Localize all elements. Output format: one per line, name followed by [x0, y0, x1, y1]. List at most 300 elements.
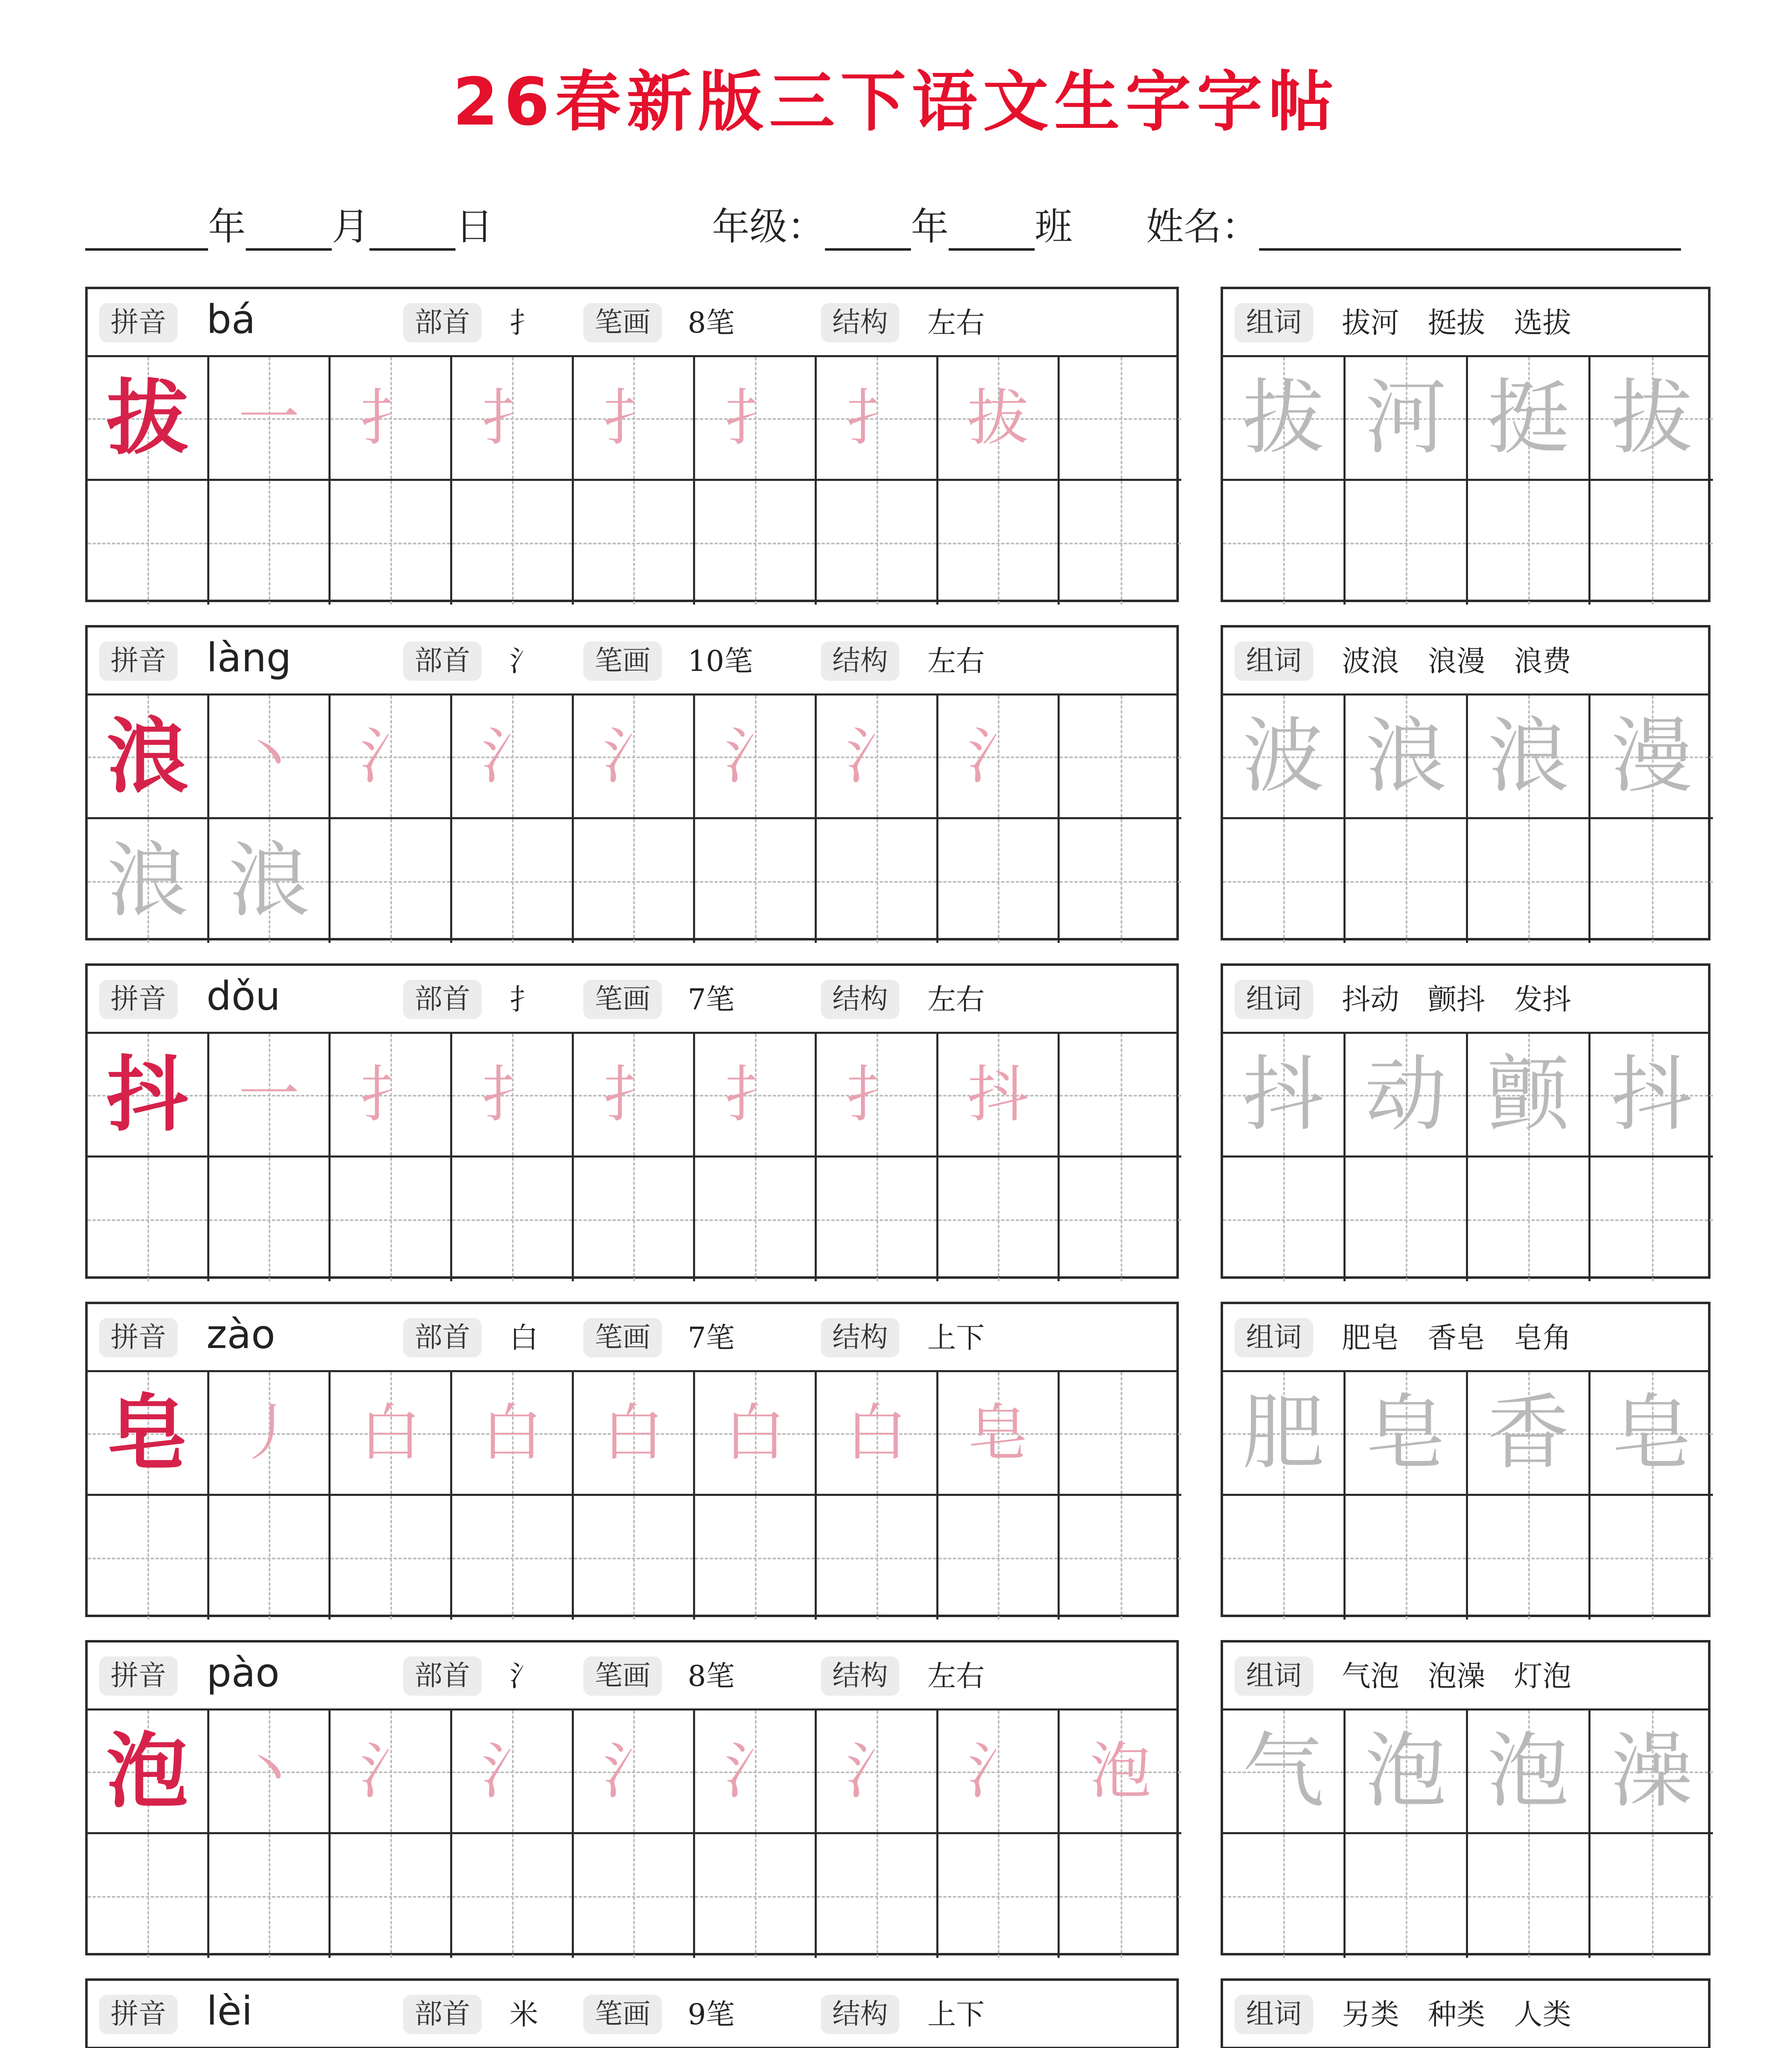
stroke-order-step — [331, 1034, 450, 1155]
word-cell[interactable] — [1223, 1158, 1346, 1281]
structure-value: 上下 — [927, 1321, 985, 1355]
word-trace-character: 澡 — [1611, 1723, 1693, 1819]
writing-cell[interactable] — [452, 1710, 574, 1834]
stroke-order-step — [209, 696, 329, 817]
word-cell[interactable] — [1223, 1710, 1346, 1834]
word-trace-character: 河 — [1364, 370, 1447, 466]
writing-grid — [88, 1710, 1176, 1953]
writing-cell[interactable] — [331, 696, 452, 819]
word-cell[interactable] — [1468, 696, 1590, 819]
word-cell[interactable] — [1468, 1496, 1590, 1620]
writing-cell[interactable] — [331, 1710, 452, 1834]
stroke-step-glyph: 氵 — [724, 720, 786, 792]
class-blank[interactable] — [949, 207, 1035, 251]
word-cell[interactable] — [1346, 357, 1468, 481]
word-trace-character: 泡 — [1487, 1723, 1569, 1819]
word-cell[interactable] — [1223, 819, 1346, 943]
writing-cell[interactable] — [574, 1496, 696, 1620]
word-cell[interactable] — [1590, 357, 1713, 481]
writing-cell[interactable] — [817, 1034, 938, 1158]
words-value: 气泡 泡澡 灯泡 — [1342, 1659, 1571, 1693]
main-character: 拔 — [106, 369, 188, 466]
writing-cell[interactable] — [209, 1372, 331, 1496]
writing-cell[interactable] — [695, 1372, 817, 1496]
char-card-4 — [85, 1640, 1179, 1955]
word-cell[interactable] — [1223, 481, 1346, 605]
writing-cell[interactable] — [209, 1834, 331, 1958]
word-cell[interactable] — [1346, 696, 1468, 819]
stroke-order-step — [452, 1372, 572, 1494]
writing-cell[interactable] — [817, 481, 938, 605]
strokes-label: 笔画 — [583, 980, 662, 1019]
stroke-order-step — [817, 357, 936, 479]
word-cell[interactable] — [1468, 481, 1590, 605]
pinyin-value: dǒu — [206, 973, 281, 1019]
writing-cell[interactable] — [574, 1834, 696, 1958]
stroke-step-glyph: 氵 — [967, 1735, 1029, 1807]
stroke-step-glyph: 氵 — [481, 720, 543, 792]
pinyin-value: lèi — [206, 1988, 253, 2034]
char-card-2 — [85, 963, 1179, 1279]
word-cell[interactable] — [1346, 1372, 1468, 1496]
radical-value: 扌 — [510, 306, 538, 340]
word-grid — [1223, 696, 1708, 938]
writing-cell[interactable] — [331, 1496, 452, 1620]
word-cell[interactable] — [1223, 1034, 1346, 1158]
structure-value: 左右 — [927, 644, 985, 678]
writing-cell[interactable] — [452, 1372, 574, 1496]
word-card-4 — [1221, 1640, 1710, 1955]
structure-label: 结构 — [821, 1318, 899, 1357]
writing-cell[interactable] — [938, 819, 1060, 943]
stroke-order-step — [938, 1710, 1058, 1832]
word-card-0 — [1221, 287, 1710, 602]
stroke-order-step — [452, 1034, 572, 1155]
writing-cell[interactable] — [1060, 1158, 1181, 1281]
stroke-step-glyph: 扌 — [481, 1059, 543, 1130]
words-label: 组词 — [1235, 980, 1313, 1019]
writing-cell[interactable] — [574, 1158, 696, 1281]
words-value: 波浪 浪漫 浪费 — [1342, 644, 1571, 678]
stroke-order-step — [817, 1372, 936, 1494]
word-cell[interactable] — [1346, 819, 1468, 943]
writing-cell[interactable] — [817, 1834, 938, 1958]
strokes-value: 8笔 — [688, 1659, 735, 1693]
stroke-order-step — [1060, 1710, 1181, 1832]
stroke-step-glyph: 扌 — [845, 382, 907, 454]
word-grid — [1223, 1710, 1708, 1953]
writing-cell[interactable] — [209, 1158, 331, 1281]
stroke-step-glyph: 氵 — [967, 720, 1029, 792]
stroke-order-step — [574, 696, 693, 817]
radical-label: 部首 — [403, 1995, 482, 2034]
writing-cell[interactable] — [452, 1834, 574, 1958]
stroke-order-step — [331, 1710, 450, 1832]
writing-cell[interactable] — [574, 481, 696, 605]
writing-cell[interactable] — [1060, 696, 1181, 819]
writing-cell[interactable] — [452, 819, 574, 943]
writing-cell[interactable] — [452, 357, 574, 481]
writing-cell[interactable] — [938, 1372, 1060, 1496]
stroke-step-glyph: 白 — [481, 1397, 543, 1469]
trace-character: 浪 — [228, 833, 310, 929]
writing-cell[interactable] — [938, 1834, 1060, 1958]
writing-cell[interactable] — [938, 696, 1060, 819]
year-label: 年 — [208, 205, 246, 249]
class-label: 班 — [1035, 205, 1073, 249]
writing-cell[interactable] — [209, 1034, 331, 1158]
writing-cell[interactable] — [1060, 819, 1181, 943]
word-cell[interactable] — [1468, 1034, 1590, 1158]
word-cell[interactable] — [1590, 1372, 1713, 1496]
writing-cell[interactable] — [331, 357, 452, 481]
writing-cell[interactable] — [331, 1158, 452, 1281]
writing-cell[interactable] — [88, 696, 209, 819]
word-cell[interactable] — [1590, 1834, 1713, 1958]
radical-value: 扌 — [510, 983, 538, 1016]
word-trace-character: 抖 — [1611, 1047, 1693, 1142]
word-trace-character: 动 — [1364, 1047, 1447, 1142]
words-label: 组词 — [1235, 1656, 1313, 1696]
stroke-step-glyph: 白 — [724, 1397, 786, 1469]
writing-cell[interactable] — [817, 357, 938, 481]
word-cell[interactable] — [1468, 819, 1590, 943]
main-character: 抖 — [106, 1046, 188, 1143]
word-card-3 — [1221, 1302, 1710, 1617]
writing-cell[interactable] — [817, 1710, 938, 1834]
stroke-step-glyph: 氵 — [845, 720, 907, 792]
writing-cell[interactable] — [695, 696, 817, 819]
stroke-order-step — [695, 1372, 815, 1494]
strokes-value: 8笔 — [688, 306, 735, 340]
writing-cell[interactable] — [1060, 1710, 1181, 1834]
structure-label: 结构 — [821, 980, 899, 1019]
stroke-step-glyph: 泡 — [1090, 1735, 1151, 1807]
radical-label: 部首 — [403, 980, 482, 1019]
writing-cell[interactable] — [88, 357, 209, 481]
stroke-order-step — [452, 1710, 572, 1832]
stroke-step-glyph: 氵 — [724, 1735, 786, 1807]
word-cell[interactable] — [1468, 1710, 1590, 1834]
writing-cell[interactable] — [695, 1710, 817, 1834]
structure-value: 左右 — [927, 306, 985, 340]
words-value: 肥皂 香皂 皂角 — [1342, 1321, 1571, 1355]
writing-cell[interactable] — [452, 696, 574, 819]
char-card-header — [88, 628, 1176, 696]
writing-cell[interactable] — [695, 1496, 817, 1620]
writing-cell[interactable] — [938, 481, 1060, 605]
strokes-label: 笔画 — [583, 303, 662, 342]
writing-cell[interactable] — [331, 1034, 452, 1158]
writing-cell[interactable] — [331, 1834, 452, 1958]
word-cell[interactable] — [1590, 1034, 1713, 1158]
stroke-order-step — [695, 696, 815, 817]
radical-label: 部首 — [403, 1656, 482, 1696]
date-field[interactable] — [85, 197, 493, 251]
word-trace-character: 挺 — [1487, 370, 1569, 466]
stroke-step-glyph: 氵 — [845, 1735, 907, 1807]
writing-cell[interactable] — [209, 357, 331, 481]
word-cell[interactable] — [1590, 1710, 1713, 1834]
word-card-header — [1223, 289, 1708, 357]
stroke-step-glyph: 扌 — [360, 382, 421, 454]
structure-value: 左右 — [927, 1659, 985, 1693]
stroke-step-glyph: 氵 — [360, 1735, 421, 1807]
stroke-order-step — [452, 357, 572, 479]
stroke-order-step — [209, 1372, 329, 1494]
radical-label: 部首 — [403, 641, 482, 681]
stroke-step-glyph: 氵 — [481, 1735, 543, 1807]
name-label: 姓名： — [1146, 205, 1260, 249]
stroke-order-step — [209, 1710, 329, 1832]
stroke-step-glyph: 一 — [238, 1059, 300, 1130]
stroke-order-step — [695, 1034, 815, 1155]
student-info-row — [85, 197, 1715, 258]
word-cell[interactable] — [1223, 1834, 1346, 1958]
word-cell[interactable] — [1590, 1158, 1713, 1281]
stroke-step-glyph: 白 — [845, 1397, 907, 1469]
word-trace-character: 肥 — [1242, 1385, 1324, 1481]
radical-label: 部首 — [403, 303, 482, 342]
page-title: 26春新版三下语文生字字帖 — [453, 63, 1339, 140]
radical-value: 氵 — [510, 1659, 538, 1693]
stroke-order-step — [452, 696, 572, 817]
word-cell[interactable] — [1468, 1372, 1590, 1496]
structure-value: 左右 — [927, 983, 985, 1016]
name-field[interactable] — [1146, 197, 1681, 251]
writing-cell[interactable] — [1060, 357, 1181, 481]
writing-cell[interactable] — [574, 819, 696, 943]
writing-cell[interactable] — [88, 481, 209, 605]
year-blank[interactable] — [85, 207, 208, 251]
word-cell[interactable] — [1223, 1372, 1346, 1496]
writing-cell[interactable] — [331, 819, 452, 943]
writing-cell[interactable] — [695, 819, 817, 943]
stroke-order-step — [574, 357, 693, 479]
stroke-step-glyph: 丶 — [238, 720, 300, 792]
pinyin-label: 拼音 — [99, 980, 178, 1019]
word-trace-character: 气 — [1242, 1723, 1324, 1819]
word-cell[interactable] — [1346, 1034, 1468, 1158]
grade-label: 年级： — [712, 205, 825, 249]
strokes-value: 10笔 — [688, 644, 753, 678]
structure-label: 结构 — [821, 1656, 899, 1696]
word-trace-character: 浪 — [1364, 708, 1447, 804]
word-cell[interactable] — [1590, 481, 1713, 605]
writing-cell[interactable] — [574, 1710, 696, 1834]
writing-cell[interactable] — [695, 357, 817, 481]
word-cell[interactable] — [1590, 1496, 1713, 1620]
writing-cell[interactable] — [452, 1496, 574, 1620]
word-grid — [1223, 1372, 1708, 1615]
writing-cell[interactable] — [938, 357, 1060, 481]
writing-cell[interactable] — [331, 481, 452, 605]
writing-cell[interactable] — [1060, 1372, 1181, 1496]
writing-cell[interactable] — [817, 1496, 938, 1620]
word-card-header — [1223, 1304, 1708, 1372]
writing-cell[interactable] — [1060, 1834, 1181, 1958]
writing-cell[interactable] — [88, 1034, 209, 1158]
stroke-step-glyph: 扌 — [481, 382, 543, 454]
writing-cell[interactable] — [938, 1158, 1060, 1281]
char-card-0 — [85, 287, 1179, 602]
writing-cell[interactable] — [574, 1034, 696, 1158]
writing-cell[interactable] — [695, 1158, 817, 1281]
writing-cell[interactable] — [817, 696, 938, 819]
writing-cell[interactable] — [209, 819, 331, 943]
day-blank[interactable] — [369, 207, 455, 251]
char-card-header — [88, 966, 1176, 1034]
writing-cell[interactable] — [695, 1834, 817, 1958]
stroke-step-glyph: 丶 — [238, 1735, 300, 1807]
strokes-value: 7笔 — [688, 983, 735, 1016]
writing-cell[interactable] — [938, 1496, 1060, 1620]
writing-grid — [88, 1372, 1176, 1615]
writing-grid — [88, 357, 1176, 600]
stroke-step-glyph: 一 — [238, 382, 300, 454]
word-trace-character: 香 — [1487, 1385, 1569, 1481]
stroke-order-step — [817, 1710, 936, 1832]
stroke-step-glyph: 扌 — [603, 382, 664, 454]
grade-year-label: 年 — [911, 205, 949, 249]
stroke-order-step — [695, 1710, 815, 1832]
stroke-order-step — [938, 696, 1058, 817]
word-card-header — [1223, 1981, 1708, 2048]
strokes-label: 笔画 — [583, 641, 662, 681]
stroke-order-step — [331, 696, 450, 817]
main-character: 浪 — [106, 708, 188, 804]
word-card-2 — [1221, 963, 1710, 1279]
radical-label: 部首 — [403, 1318, 482, 1357]
word-cell[interactable] — [1468, 1158, 1590, 1281]
strokes-label: 笔画 — [583, 1656, 662, 1696]
stroke-step-glyph: 丿 — [238, 1397, 300, 1469]
word-trace-character: 皂 — [1611, 1385, 1693, 1481]
writing-cell[interactable] — [817, 1158, 938, 1281]
writing-cell[interactable] — [88, 1496, 209, 1620]
stroke-step-glyph: 皂 — [967, 1397, 1029, 1469]
stroke-order-step — [209, 357, 329, 479]
char-card-header — [88, 1304, 1176, 1372]
stroke-order-step — [938, 357, 1058, 479]
stroke-step-glyph: 氵 — [603, 720, 664, 792]
word-cell[interactable] — [1468, 1834, 1590, 1958]
word-cell[interactable] — [1346, 1834, 1468, 1958]
pinyin-value: bá — [206, 297, 256, 342]
writing-cell[interactable] — [88, 819, 209, 943]
word-cell[interactable] — [1346, 481, 1468, 605]
stroke-order-step — [331, 1372, 450, 1494]
stroke-step-glyph: 扌 — [603, 1059, 664, 1130]
word-trace-character: 波 — [1242, 708, 1324, 804]
stroke-step-glyph: 扌 — [845, 1059, 907, 1130]
writing-cell[interactable] — [817, 819, 938, 943]
word-card-header — [1223, 966, 1708, 1034]
month-label: 月 — [332, 205, 370, 249]
stroke-order-step — [817, 1034, 936, 1155]
stroke-step-glyph: 拔 — [967, 382, 1029, 454]
word-cell[interactable] — [1346, 1158, 1468, 1281]
stroke-order-step — [574, 1034, 693, 1155]
writing-cell[interactable] — [574, 696, 696, 819]
char-card-5 — [85, 1978, 1179, 2048]
writing-cell[interactable] — [695, 1034, 817, 1158]
writing-cell[interactable] — [938, 1710, 1060, 1834]
word-grid — [1223, 357, 1708, 600]
word-cell[interactable] — [1223, 1496, 1346, 1620]
writing-cell[interactable] — [88, 1158, 209, 1281]
writing-cell[interactable] — [452, 1158, 574, 1281]
writing-cell[interactable] — [1060, 481, 1181, 605]
writing-cell[interactable] — [574, 1372, 696, 1496]
word-trace-character: 浪 — [1487, 708, 1569, 804]
writing-cell[interactable] — [88, 1372, 209, 1496]
pinyin-value: pào — [206, 1650, 280, 1696]
word-cell[interactable] — [1223, 357, 1346, 481]
writing-cell[interactable] — [88, 1834, 209, 1958]
word-cell[interactable] — [1590, 696, 1713, 819]
writing-cell[interactable] — [1060, 1034, 1181, 1158]
words-label: 组词 — [1235, 641, 1313, 681]
words-label: 组词 — [1235, 303, 1313, 342]
structure-label: 结构 — [821, 303, 899, 342]
word-card-1 — [1221, 625, 1710, 940]
words-label: 组词 — [1235, 1995, 1313, 2034]
word-card-header — [1223, 628, 1708, 696]
trace-character: 浪 — [106, 833, 188, 929]
strokes-label: 笔画 — [583, 1995, 662, 2034]
radical-value: 氵 — [510, 644, 538, 678]
pinyin-label: 拼音 — [99, 1656, 178, 1696]
writing-cell[interactable] — [452, 1034, 574, 1158]
pinyin-value: làng — [206, 635, 292, 681]
structure-label: 结构 — [821, 1995, 899, 2034]
word-trace-character: 颤 — [1487, 1047, 1569, 1142]
word-cell[interactable] — [1468, 357, 1590, 481]
pinyin-value: zào — [206, 1312, 275, 1357]
word-card-5 — [1221, 1978, 1710, 2048]
writing-cell[interactable] — [574, 357, 696, 481]
writing-cell[interactable] — [88, 1710, 209, 1834]
char-card-3 — [85, 1302, 1179, 1617]
writing-cell[interactable] — [209, 1496, 331, 1620]
word-trace-character: 皂 — [1364, 1385, 1447, 1481]
writing-cell[interactable] — [695, 481, 817, 605]
writing-cell[interactable] — [817, 1372, 938, 1496]
writing-cell[interactable] — [331, 1372, 452, 1496]
writing-cell[interactable] — [209, 696, 331, 819]
writing-cell[interactable] — [209, 481, 331, 605]
grade-field[interactable] — [712, 197, 1072, 251]
word-cell[interactable] — [1346, 1710, 1468, 1834]
word-cell[interactable] — [1590, 819, 1713, 943]
radical-value: 米 — [510, 1998, 538, 2031]
word-cell[interactable] — [1223, 696, 1346, 819]
char-card-header — [88, 1981, 1176, 2048]
writing-cell[interactable] — [938, 1034, 1060, 1158]
writing-cell[interactable] — [209, 1710, 331, 1834]
name-blank[interactable] — [1259, 207, 1681, 251]
word-trace-character: 抖 — [1242, 1047, 1324, 1142]
grade-year-blank[interactable] — [825, 207, 911, 251]
month-blank[interactable] — [246, 207, 332, 251]
structure-value: 上下 — [927, 1998, 985, 2031]
writing-cell[interactable] — [1060, 1496, 1181, 1620]
stroke-step-glyph: 抖 — [967, 1059, 1029, 1130]
word-cell[interactable] — [1346, 1496, 1468, 1620]
char-card-1 — [85, 625, 1179, 940]
writing-cell[interactable] — [452, 481, 574, 605]
